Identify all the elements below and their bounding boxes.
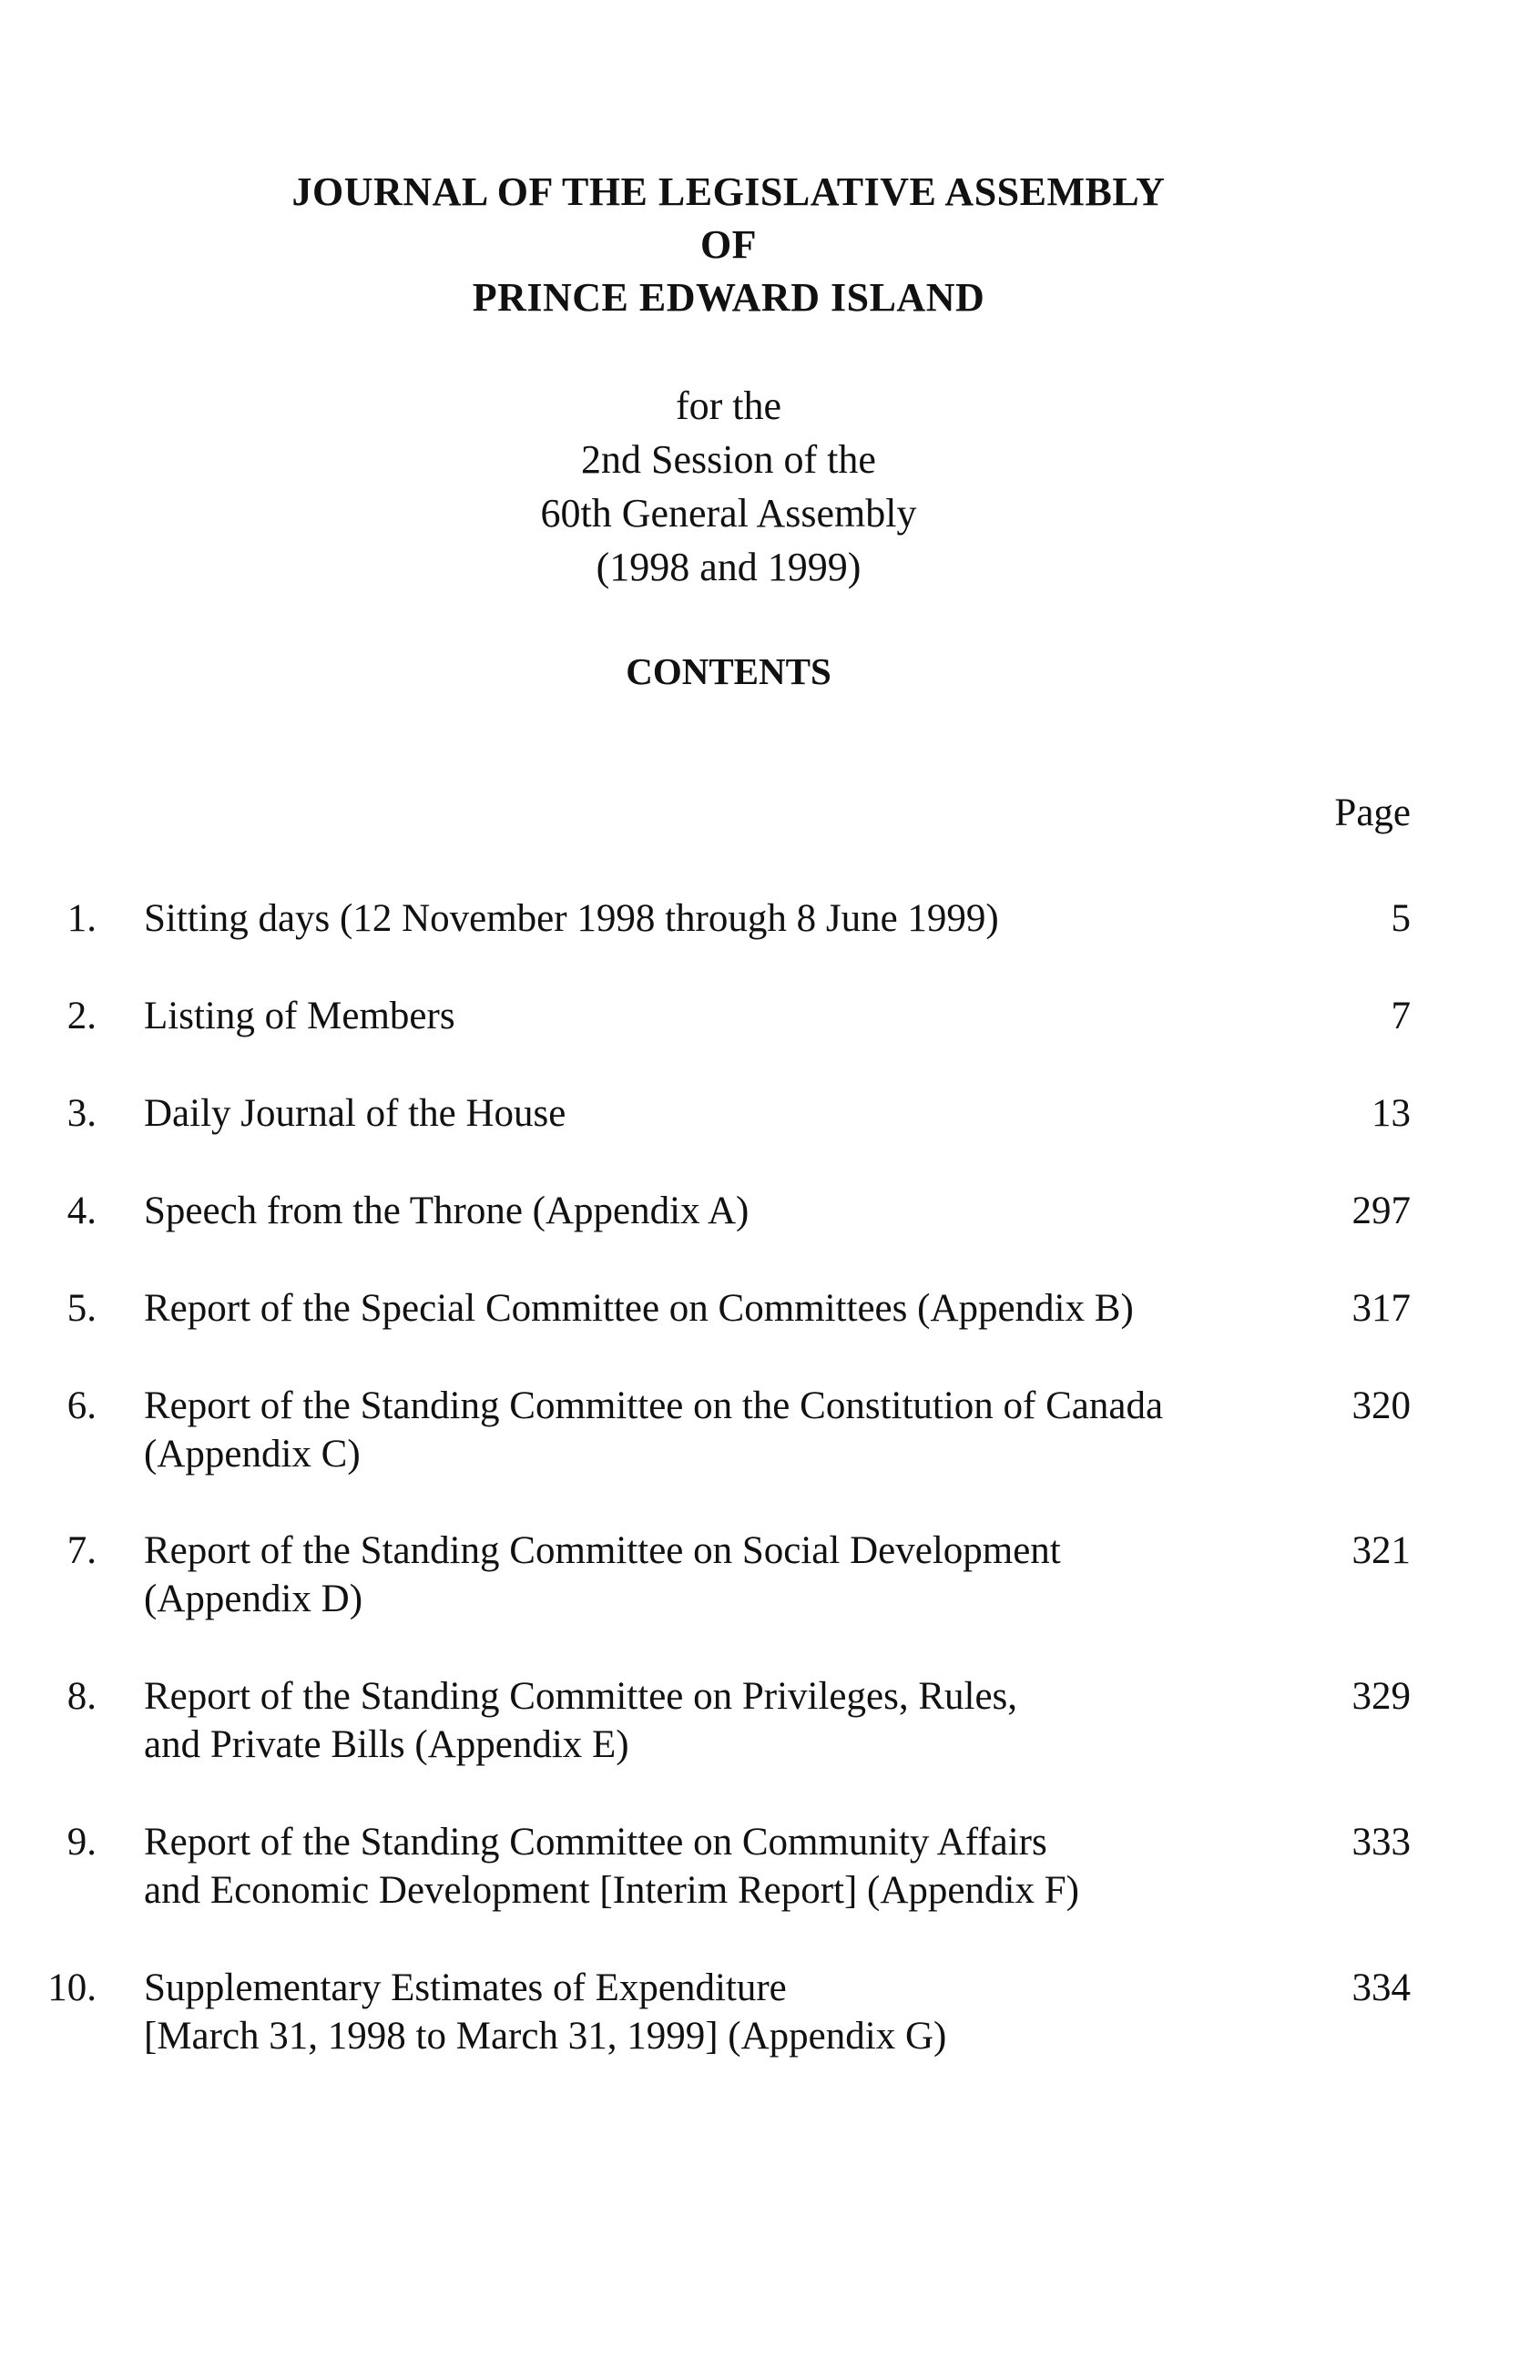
toc-entry-number: 3. <box>66 1092 97 1135</box>
toc-entry-number: 4. <box>66 1190 97 1232</box>
toc-entry-title <box>144 1818 1237 1915</box>
toc-entry-title <box>144 1964 1237 2060</box>
contents-heading: CONTENTS <box>626 650 831 692</box>
toc-entry-page-number: 329 <box>1351 1675 1411 1718</box>
toc-entry-title-line: [March 31, 1998 to March 31, 1999] (Appendix G) <box>144 2015 947 2058</box>
toc-entry-title <box>144 1382 1237 1478</box>
toc-entry-title <box>144 1672 1237 1769</box>
toc-entry-number: 2. <box>66 995 97 1037</box>
toc-entry-title <box>144 1089 1237 1138</box>
toc-entry-title <box>144 1284 1237 1333</box>
session-subtitle <box>0 379 1457 594</box>
toc-entry-page-number: 5 <box>1391 897 1411 940</box>
toc-entry-title <box>144 894 1237 943</box>
title-line-3: PRINCE EDWARD ISLAND <box>472 275 985 320</box>
toc-entry-page-number: 13 <box>1372 1092 1411 1135</box>
toc-entry-title-line: Speech from the Throne (Appendix A) <box>144 1190 750 1232</box>
toc-entry-title <box>144 1187 1237 1235</box>
subtitle-line-4: (1998 and 1999) <box>596 545 862 589</box>
toc-entry-title-line: (Appendix C) <box>144 1433 361 1476</box>
toc-entry-title-line: and Economic Development [Interim Report] (Appendix F) <box>144 1869 1079 1912</box>
toc-entry-number: 9. <box>66 1821 97 1864</box>
toc-entry-title-line: Listing of Members <box>144 995 455 1037</box>
toc-entry-page-number: 317 <box>1351 1287 1411 1330</box>
subtitle-line-1: for the <box>675 383 782 428</box>
toc-entry-title-line: Report of the Special Committee on Committees (Appendix B) <box>144 1287 1134 1330</box>
toc-entry-title-line: Sitting days (12 November 1998 through 8 June 1999) <box>144 897 999 940</box>
toc-entry-title-line: (Appendix D) <box>144 1578 363 1620</box>
toc-entry-number: 5. <box>66 1287 97 1330</box>
toc-entry-page-number: 320 <box>1351 1384 1411 1427</box>
toc-entry-number: 1. <box>66 897 97 940</box>
toc-entry-number: 10. <box>47 1966 97 2009</box>
toc-entry-title-line: Report of the Standing Committee on Social Development <box>144 1529 1061 1572</box>
toc-entry-title <box>144 1527 1237 1623</box>
toc-entry-page-number: 334 <box>1351 1966 1411 2009</box>
toc-entry-title-line: Report of the Standing Committee on Community Affairs <box>144 1821 1047 1864</box>
subtitle-line-3: 60th General Assembly <box>540 491 917 536</box>
page-column-label: Page <box>1334 792 1411 834</box>
toc-entry-title-line: Report of the Standing Committee on Privileges, Rules, <box>144 1675 1018 1718</box>
title-line-2: OF <box>699 222 758 267</box>
toc-entry-title-line: Daily Journal of the House <box>144 1092 566 1135</box>
toc-entry-page-number: 321 <box>1351 1529 1411 1572</box>
toc-entry-number: 6. <box>66 1384 97 1427</box>
toc-entry-page-number: 333 <box>1351 1821 1411 1864</box>
document-title <box>0 166 1457 324</box>
toc-entry-title <box>144 992 1237 1040</box>
toc-entry-title-line: and Private Bills (Appendix E) <box>144 1723 629 1766</box>
title-line-1: JOURNAL OF THE LEGISLATIVE ASSEMBLY <box>291 169 1166 214</box>
toc-entry-page-number: 297 <box>1351 1190 1411 1232</box>
toc-entry-page-number: 7 <box>1391 995 1411 1037</box>
subtitle-line-2: 2nd Session of the <box>581 437 876 482</box>
toc-entry-title-line: Report of the Standing Committee on the Constitution of Canada <box>144 1384 1164 1427</box>
toc-entry-title-line: Supplementary Estimates of Expenditure <box>144 1966 787 2009</box>
toc-entry-number: 7. <box>66 1529 97 1572</box>
toc-entry-number: 8. <box>66 1675 97 1718</box>
